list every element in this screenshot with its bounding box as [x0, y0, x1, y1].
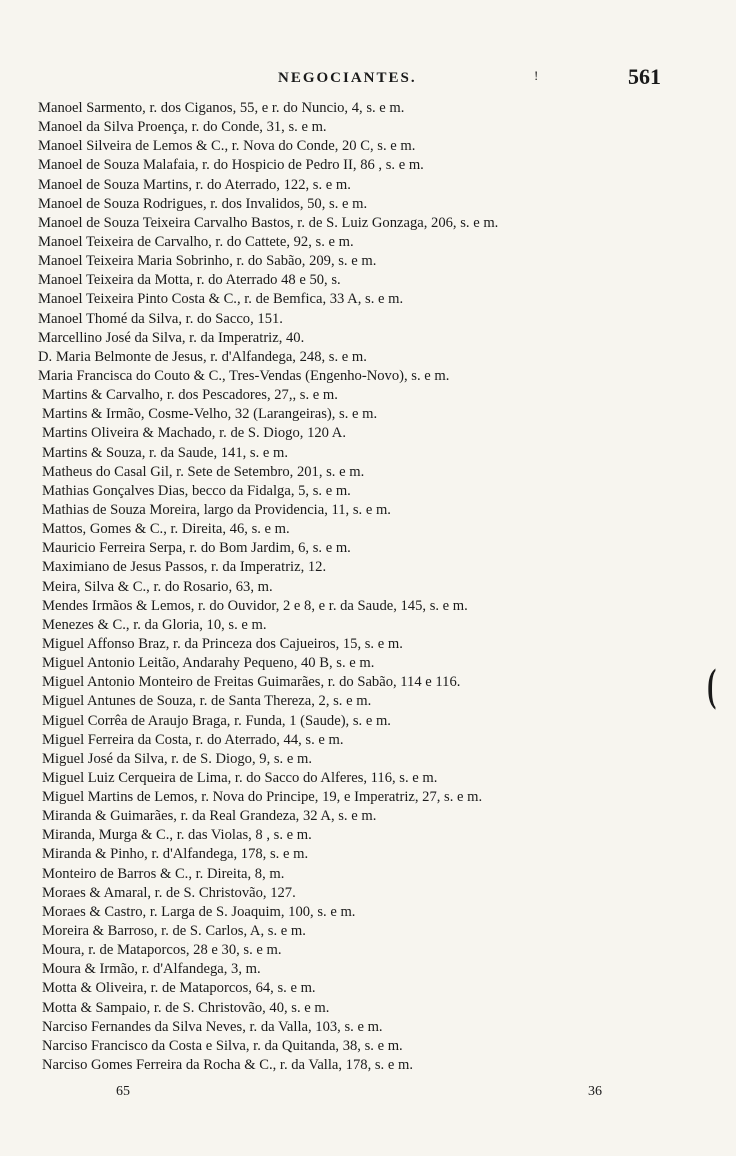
list-item: Moraes & Amaral, r. de S. Christovão, 127.: [42, 884, 296, 901]
merchant-list: [38, 99, 728, 1075]
list-item: Martins & Souza, r. da Saude, 141, s. e m.: [42, 444, 289, 461]
list-item: Mauricio Ferreira Serpa, r. do Bom Jardim, 6, s. e m.: [42, 540, 351, 557]
list-item: Manoel de Souza Malafaia, r. do Hospicio de Pedro II, 86 , s. e m.: [38, 157, 424, 174]
list-item: Mathias de Souza Moreira, largo da Providencia, 11, s. e m.: [42, 501, 391, 518]
list-item: Manoel Teixeira de Carvalho, r. do Cattete, 92, s. e m.: [38, 233, 354, 250]
list-item: Mathias Gonçalves Dias, becco da Fidalga, 5, s. e m.: [42, 482, 351, 499]
list-item: Moura, r. de Mataporcos, 28 e 30, s. e m.: [42, 942, 282, 959]
list-item: Manoel Teixeira da Motta, r. do Aterrado 48 e 50, s.: [38, 272, 341, 289]
list-item: Martins & Irmão, Cosme-Velho, 32 (Larangeiras), s. e m.: [42, 406, 378, 423]
list-item: Narciso Francisco da Costa e Silva, r. da Quitanda, 38, s. e m.: [42, 1037, 403, 1054]
list-item: Motta & Sampaio, r. de S. Christovão, 40, s. e m.: [42, 999, 330, 1016]
page-number: 561: [628, 64, 661, 89]
list-item: Miguel Affonso Braz, r. da Princeza dos Cajueiros, 15, s. e m.: [42, 635, 403, 652]
list-item: Miguel Corrêa de Araujo Braga, r. Funda, 1 (Saude), s. e m.: [42, 712, 391, 729]
list-item: Martins Oliveira & Machado, r. de S. Diogo, 120 A.: [42, 425, 346, 442]
list-item: Martins & Carvalho, r. dos Pescadores, 27,, s. e m.: [42, 387, 338, 404]
list-item: Manoel de Souza Rodrigues, r. dos Invalidos, 50, s. e m.: [38, 195, 368, 212]
list-item: Maria Francisca do Couto & C., Tres-Vendas (Engenho-Novo), s. e m.: [38, 367, 450, 384]
list-item: Matheus do Casal Gil, r. Sete de Setembro, 201, s. e m.: [42, 463, 365, 480]
list-item: Miguel Antonio Leitão, Andarahy Pequeno, 40 B, s. e m.: [42, 655, 375, 672]
page-title: NEGOCIANTES.: [278, 70, 417, 86]
list-item: Manoel de Souza Teixeira Carvalho Bastos, r. de S. Luiz Gonzaga, 206, s. e m.: [38, 214, 499, 231]
list-item: Marcellino José da Silva, r. da Imperatriz, 40.: [38, 329, 305, 346]
list-item: Manoel Silveira de Lemos & C., r. Nova do Conde, 20 C, s. e m.: [38, 138, 416, 155]
list-item: Mendes Irmãos & Lemos, r. do Ouvidor, 2 e 8, e r. da Saude, 145, s. e m.: [42, 597, 468, 614]
list-item: Manoel Teixeira Maria Sobrinho, r. do Sabão, 209, s. e m.: [38, 253, 377, 270]
footer-signature-left: 65: [116, 1084, 130, 1099]
list-item: Miranda & Guimarães, r. da Real Grandeza, 32 A, s. e m.: [42, 808, 377, 825]
list-item: Manoel Teixeira Pinto Costa & C., r. de Bemfica, 33 A, s. e m.: [38, 291, 404, 308]
list-item: Narciso Gomes Ferreira da Rocha & C., r. da Valla, 178, s. e m.: [42, 1057, 413, 1074]
header-mark: !: [534, 68, 539, 83]
list-item: Miguel Antonio Monteiro de Freitas Guimarães, r. do Sabão, 114 e 116.: [42, 674, 461, 691]
list-item: Miguel Ferreira da Costa, r. do Aterrado, 44, s. e m.: [42, 731, 344, 748]
list-item: Manoel Sarmento, r. dos Ciganos, 55, e r. do Nuncio, 4, s. e m.: [38, 100, 405, 116]
list-item: Moreira & Barroso, r. de S. Carlos, A, s. e m.: [42, 923, 306, 940]
list-item: Maximiano de Jesus Passos, r. da Imperatriz, 12.: [42, 559, 327, 576]
margin-mark: (: [707, 659, 717, 710]
page-header: [0, 64, 736, 94]
list-item: Mattos, Gomes & C., r. Direita, 46, s. e m.: [42, 521, 290, 538]
list-item: Moraes & Castro, r. Larga de S. Joaquim, 100, s. e m.: [42, 903, 356, 920]
list-item: Miguel Luiz Cerqueira de Lima, r. do Sacco do Alferes, 116, s. e m.: [42, 769, 438, 786]
list-item: Motta & Oliveira, r. de Mataporcos, 64, s. e m.: [42, 980, 316, 997]
list-item: Miguel Martins de Lemos, r. Nova do Principe, 19, e Imperatriz, 27, s. e m.: [42, 789, 483, 806]
list-item: Miranda, Murga & C., r. das Violas, 8 , s. e m.: [42, 827, 312, 844]
list-item: Menezes & C., r. da Gloria, 10, s. e m.: [42, 616, 267, 633]
list-item: Miguel Antunes de Souza, r. de Santa Thereza, 2, s. e m.: [42, 693, 372, 710]
list-item: Manoel de Souza Martins, r. do Aterrado, 122, s. e m.: [38, 176, 351, 193]
footer-signature-right: 36: [588, 1084, 602, 1099]
list-item: Monteiro de Barros & C., r. Direita, 8, m.: [42, 865, 285, 882]
list-item: Meira, Silva & C., r. do Rosario, 63, m.: [42, 578, 273, 595]
list-item: Manoel da Silva Proença, r. do Conde, 31, s. e m.: [38, 119, 327, 136]
list-item: Moura & Irmão, r. d'Alfandega, 3, m.: [42, 961, 261, 978]
list-item: Narciso Fernandes da Silva Neves, r. da Valla, 103, s. e m.: [42, 1018, 383, 1035]
list-item: Miguel José da Silva, r. de S. Diogo, 9, s. e m.: [42, 750, 312, 767]
list-item: Miranda & Pinho, r. d'Alfandega, 178, s. e m.: [42, 846, 309, 863]
list-item: D. Maria Belmonte de Jesus, r. d'Alfandega, 248, s. e m.: [38, 348, 367, 365]
list-item: Manoel Thomé da Silva, r. do Sacco, 151.: [38, 310, 283, 327]
